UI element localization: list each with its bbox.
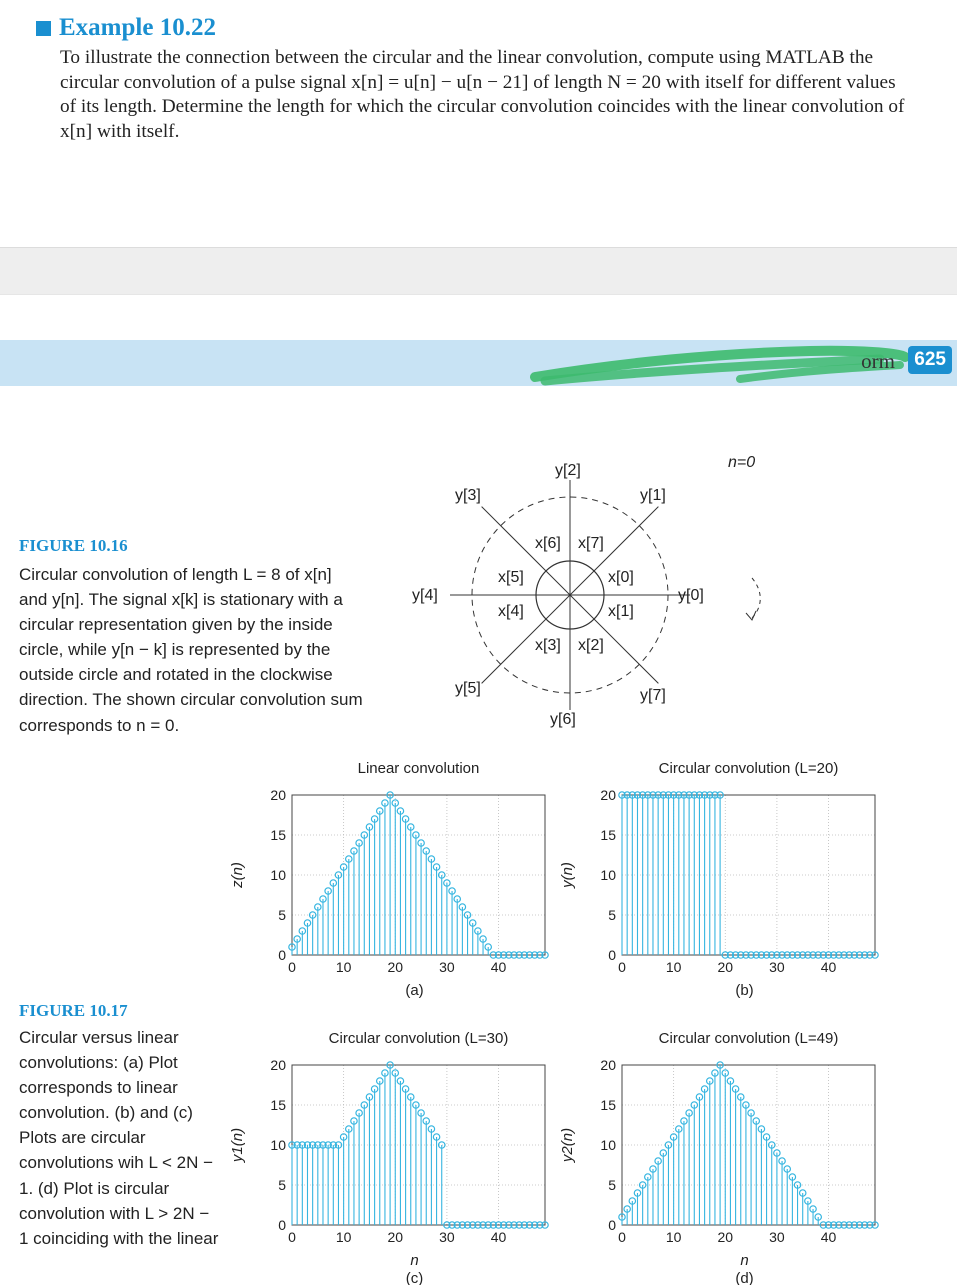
x-tick-label: 10 <box>335 1229 352 1245</box>
y-tick-label: 5 <box>278 1177 286 1193</box>
y-tick-label: 20 <box>600 787 616 803</box>
example-body: To illustrate the connection between the circular and the linear convolution, compute using MATLAB the circular convolution of a pulse signal x[n] = u[n] − u[n − 21] of length N = 20 with itself for different values of its length. Determine the length for which the circular convolution coincides with the linear convolution of x[n] with itself. <box>60 47 905 142</box>
y-tick-label: 5 <box>608 1177 616 1193</box>
y-axis-label: z(n) <box>229 862 246 888</box>
scribble-overlay <box>0 335 957 395</box>
x-tick-label: 40 <box>490 1229 507 1245</box>
x-tick-label: 10 <box>665 1229 682 1245</box>
plot-panel-3 <box>559 1030 878 1285</box>
outer-label-6: y[6] <box>550 711 576 728</box>
x-tick-label: 30 <box>439 959 455 975</box>
outer-label-1: y[1] <box>640 487 666 504</box>
inner-label-4: x[4] <box>498 603 524 620</box>
clockwise-arrow-icon <box>746 611 756 620</box>
figure-17-caption: Circular versus linear convolutions: (a) Plot corresponds to linear convolution. (b) and (c) Plots are circular convolutions wih L < 2N − 1. (d) Plot is circular convolution with L > 2N − 1 coinciding with the linear <box>19 1028 219 1248</box>
x-tick-label: 0 <box>288 1229 296 1245</box>
x-tick-label: 0 <box>618 959 626 975</box>
plot-title: Circular convolution (L=30) <box>328 1030 509 1047</box>
panel-sublabel: (a) <box>405 982 424 999</box>
y-axis-label: y(n) <box>559 862 576 888</box>
y-tick-label: 0 <box>608 947 616 963</box>
y-tick-label: 15 <box>270 1097 286 1113</box>
outer-label-4: y[4] <box>412 587 438 604</box>
x-tick-label: 20 <box>387 1229 404 1245</box>
y-tick-label: 10 <box>600 1137 616 1153</box>
convolution-plots <box>0 745 957 1285</box>
inner-label-5: x[5] <box>498 569 524 586</box>
x-axis-label: n <box>410 1252 419 1269</box>
running-head: orm <box>861 349 895 373</box>
n-zero-label: n=0 <box>728 454 756 471</box>
y-tick-label: 10 <box>270 1137 286 1153</box>
example-heading-text: Example 10.22 <box>59 14 216 41</box>
x-tick-label: 40 <box>820 1229 837 1245</box>
y-tick-label: 15 <box>600 827 616 843</box>
panel-sublabel: (d) <box>735 1270 754 1285</box>
inner-label-7: x[7] <box>578 535 604 552</box>
x-tick-label: 10 <box>335 959 352 975</box>
x-tick-label: 40 <box>820 959 837 975</box>
inner-label-3: x[3] <box>535 637 561 654</box>
x-axis-label: n <box>740 1252 749 1269</box>
inner-label-2: x[2] <box>578 637 604 654</box>
x-tick-label: 40 <box>490 959 507 975</box>
panel-sublabel: (b) <box>735 982 754 999</box>
outer-label-5: y[5] <box>455 680 481 697</box>
y-tick-label: 5 <box>278 907 286 923</box>
y-tick-label: 20 <box>270 1057 286 1073</box>
inner-label-6: x[6] <box>535 535 561 552</box>
x-tick-label: 10 <box>665 959 682 975</box>
square-bullet-icon <box>36 21 51 36</box>
plot-title: Circular convolution (L=49) <box>658 1030 839 1047</box>
example-block <box>36 14 916 144</box>
plot-title: Circular convolution (L=20) <box>658 760 839 777</box>
y-tick-label: 15 <box>600 1097 616 1113</box>
y-tick-label: 10 <box>600 867 616 883</box>
circular-convolution-diagram <box>400 450 820 740</box>
y-tick-label: 20 <box>600 1057 616 1073</box>
inner-label-1: x[1] <box>608 603 634 620</box>
outer-label-0: y[0] <box>678 587 704 604</box>
y-tick-label: 0 <box>278 1217 286 1233</box>
figure-16-title: FIGURE 10.16 <box>19 536 128 555</box>
figure-17-title: FIGURE 10.17 <box>19 1001 128 1020</box>
y-tick-label: 5 <box>608 907 616 923</box>
x-tick-label: 20 <box>717 959 734 975</box>
panel-sublabel: (c) <box>405 1270 424 1285</box>
page-number: 625 <box>908 346 952 374</box>
y-tick-label: 20 <box>270 787 286 803</box>
x-tick-label: 20 <box>717 1229 734 1245</box>
page-separator <box>0 247 957 295</box>
x-tick-label: 20 <box>387 959 404 975</box>
example-heading <box>36 14 916 42</box>
plot-panel-1 <box>559 760 878 999</box>
rotation-arc <box>752 578 760 618</box>
y-tick-label: 10 <box>270 867 286 883</box>
plot-panel-0 <box>229 760 548 999</box>
y-tick-label: 15 <box>270 827 286 843</box>
y-axis-label: y1(n) <box>229 1127 246 1163</box>
figure-16-caption: Circular convolution of length L = 8 of x[n] and y[n]. The signal x[k] is stationary with a circular representation given by the inside circle, while y[n − k] is represented by the outside circle and rotated in the clockwise direction. The shown circular convolution sum corresponds to n = 0. <box>19 565 363 735</box>
outer-label-3: y[3] <box>455 487 481 504</box>
outer-label-7: y[7] <box>640 687 666 704</box>
x-tick-label: 30 <box>769 1229 785 1245</box>
plot-panel-2 <box>229 1030 548 1285</box>
y-axis-label: y2(n) <box>559 1127 576 1163</box>
y-tick-label: 0 <box>608 1217 616 1233</box>
y-tick-label: 0 <box>278 947 286 963</box>
x-tick-label: 30 <box>439 1229 455 1245</box>
x-tick-label: 0 <box>618 1229 626 1245</box>
plot-title: Linear convolution <box>357 760 480 777</box>
outer-label-2: y[2] <box>555 462 581 479</box>
x-tick-label: 0 <box>288 959 296 975</box>
x-tick-label: 30 <box>769 959 785 975</box>
inner-label-0: x[0] <box>608 569 634 586</box>
